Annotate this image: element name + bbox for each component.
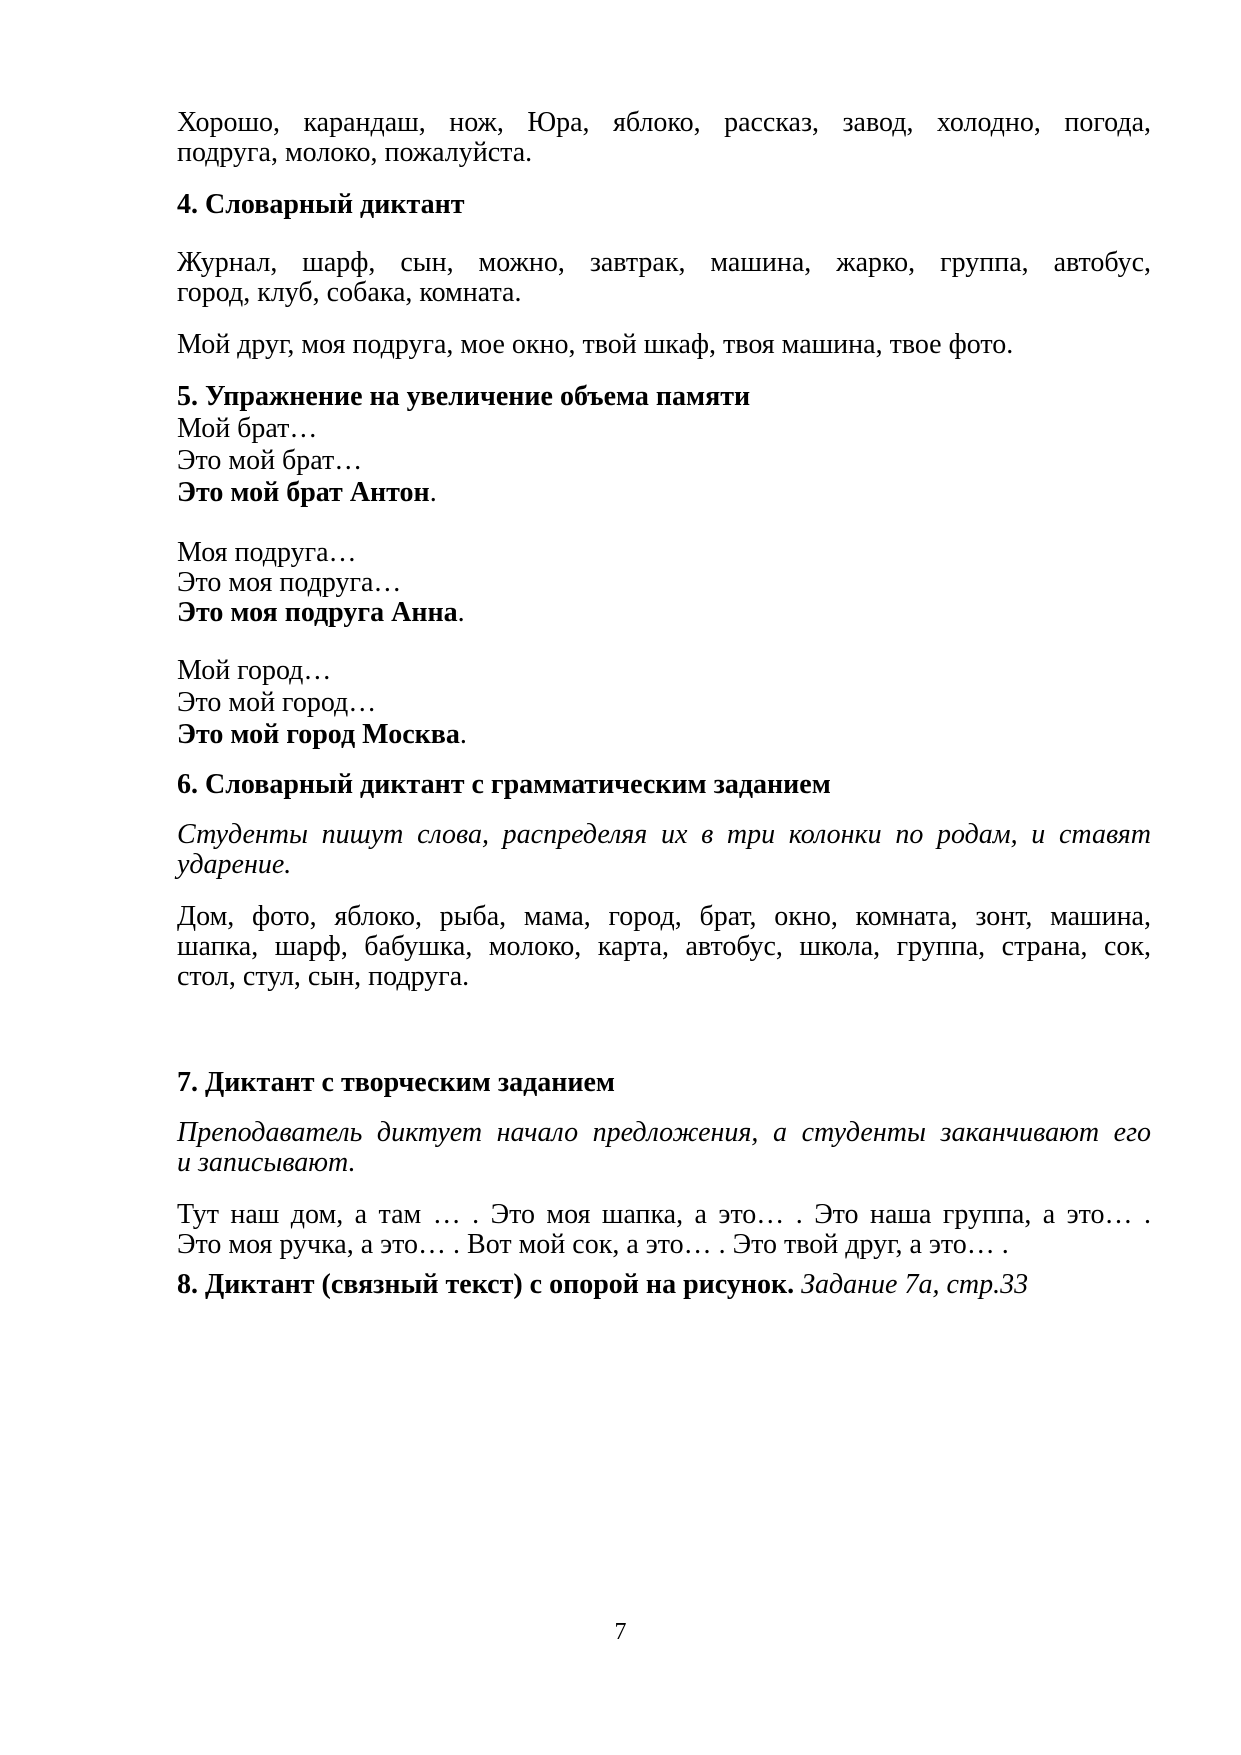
section-8-title: 8. Диктант (связный текст) с опорой на рисунок.	[177, 1269, 795, 1300]
section-4-line-3: Мой друг, моя подруга, мое окно, твой шкаф, твоя машина, твое фото.	[177, 329, 1014, 360]
memory-line: Это моя подруга…	[177, 567, 402, 598]
section-8-reference: Задание 7а, стр.33	[794, 1269, 1029, 1300]
section-6-line-2: шапка, шарф, бабушка, молоко, карта, автобус, школа, группа, страна, сок,	[177, 931, 1151, 962]
section-6-instruction-2: ударение.	[177, 849, 292, 880]
period: .	[459, 719, 467, 750]
section-6-line-3: стол, стул, сын, подруга.	[177, 961, 470, 992]
memory-line: Это мой брат…	[177, 445, 363, 476]
section-7-instruction-1: Преподаватель диктует начало предложения, а студенты заканчивают его	[177, 1117, 1151, 1148]
memory-phrase: Это мой брат Антон	[177, 477, 430, 508]
section-6-title: 6. Словарный диктант с грамматическим заданием	[177, 769, 831, 800]
memory-line: Мой город…	[177, 655, 332, 686]
section-7-line-2: Это моя ручка, а это… . Вот мой сок, а это… . Это твой друг, а это… .	[177, 1229, 1009, 1260]
memory-line-full	[177, 718, 1151, 752]
memory-line: Мой брат…	[177, 413, 318, 444]
memory-phrase: Это мой город Москва	[177, 719, 460, 750]
section-7-line-1: Тут наш дом, а там … . Это моя шапка, а это… . Это наша группа, а это… .	[177, 1199, 1151, 1230]
memory-line: Это мой город…	[177, 687, 377, 718]
section-5-title: 5. Упражнение на увеличение объема памяти	[177, 381, 751, 412]
intro-line-2: подруга, молоко, пожалуйста.	[177, 137, 533, 168]
period: .	[457, 597, 465, 628]
memory-line: Моя подруга…	[177, 537, 357, 568]
section-7-instruction-2: и записывают.	[177, 1147, 356, 1178]
section-6-line-1: Дом, фото, яблоко, рыба, мама, город, брат, окно, комната, зонт, машина,	[177, 901, 1151, 932]
memory-line-full	[177, 596, 1151, 630]
page-number: 7	[614, 1619, 627, 1645]
intro-line-1: Хорошо, карандаш, нож, Юра, яблоко, рассказ, завод, холодно, погода,	[177, 107, 1151, 138]
period: .	[429, 477, 437, 508]
section-8-line	[177, 1268, 1151, 1302]
section-7-title: 7. Диктант с творческим заданием	[177, 1067, 616, 1098]
memory-line-full	[177, 476, 1151, 510]
section-4-title: 4. Словарный диктант	[177, 189, 465, 220]
section-4-line-1: Журнал, шарф, сын, можно, завтрак, машина, жарко, группа, автобус,	[177, 247, 1151, 278]
section-4-line-2: город, клуб, собака, комната.	[177, 277, 522, 308]
section-6-instruction-1: Студенты пишут слова, распределяя их в три колонки по родам, и ставят	[177, 819, 1151, 850]
memory-phrase: Это моя подруга Анна	[177, 597, 458, 628]
